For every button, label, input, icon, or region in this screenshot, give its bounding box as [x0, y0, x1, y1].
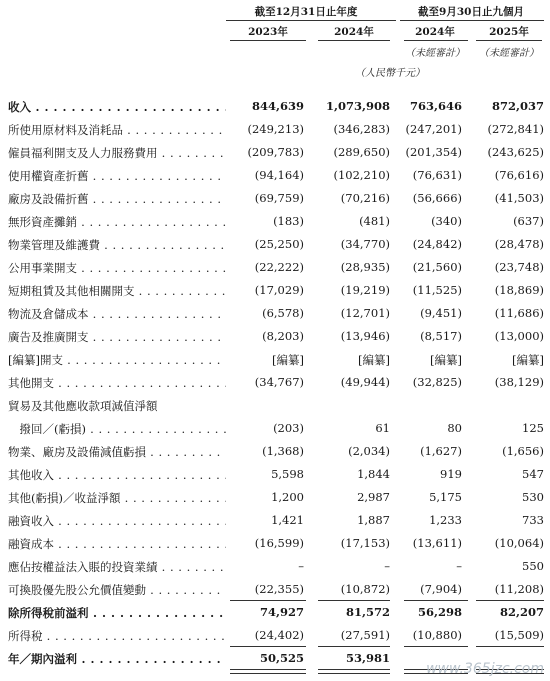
value-2024-nine: (10,880) [412, 628, 462, 642]
table-row [8, 375, 544, 395]
value-2024-nine: (8,517) [420, 329, 462, 343]
value-2023: (209,783) [247, 145, 304, 159]
value-2024: (289,650) [333, 145, 390, 159]
table-row [8, 306, 544, 326]
header-rule-col2 [318, 40, 390, 41]
value-2025-nine: (243,625) [487, 145, 544, 159]
table-row [8, 214, 544, 234]
value-2023: (22,355) [254, 582, 304, 596]
value-2025-nine: (13,000) [494, 329, 544, 343]
table-row [8, 237, 544, 257]
row-label: 收入 . . . [8, 99, 226, 115]
header-year-2024: 2024年 [334, 26, 374, 38]
header-unaudited-2025: （未經審計） [479, 48, 539, 59]
value-2023: (6,578) [262, 306, 304, 320]
table-row [8, 490, 544, 510]
table-row [8, 444, 544, 464]
table-row [8, 168, 544, 188]
value-2024-nine: (1,627) [420, 444, 462, 458]
value-2024-nine: [編纂] [430, 353, 462, 367]
value-2024: 2,987 [357, 490, 390, 504]
value-2023: 5,598 [271, 467, 304, 481]
value-2025-nine: (637) [513, 214, 544, 228]
value-2024: [編纂] [358, 353, 390, 367]
row-label: [編纂]開支 . . . [8, 352, 226, 368]
value-2024: 61 [375, 421, 390, 435]
row-label: 其他收入 . . . [8, 467, 226, 483]
value-2024-nine: (7,904) [420, 582, 462, 596]
value-2024: (2,034) [348, 444, 390, 458]
value-2024-nine: 763,646 [409, 99, 462, 113]
single-rule [318, 646, 390, 647]
value-2024: (13,946) [340, 329, 390, 343]
header-rule-col3 [404, 40, 468, 41]
value-2024: 53,981 [345, 651, 390, 665]
table-row [8, 329, 544, 349]
table-row [8, 398, 544, 418]
value-2023: 844,639 [251, 99, 304, 113]
header-rule-year [226, 20, 396, 21]
value-2024-nine: (21,560) [412, 260, 462, 274]
value-2025-nine: 550 [522, 559, 544, 573]
value-2025-nine: (11,208) [494, 582, 544, 596]
value-2024: (19,219) [340, 283, 390, 297]
value-2025-nine: 547 [522, 467, 544, 481]
value-2025-nine: (272,841) [487, 122, 544, 136]
value-2025-nine: (38,129) [494, 375, 544, 389]
value-2025-nine: (10,064) [494, 536, 544, 550]
row-label: 公用事業開支 . . . [8, 260, 226, 276]
value-2023: (1,368) [262, 444, 304, 458]
row-label: 物流及倉儲成本 . . . [8, 306, 226, 322]
single-rule [476, 600, 544, 601]
value-2023: (8,203) [262, 329, 304, 343]
value-2025-nine: 82,207 [499, 605, 544, 619]
value-2023: (34,767) [254, 375, 304, 389]
header-rule-col4 [476, 40, 542, 41]
value-2025-nine: 872,037 [491, 99, 544, 113]
value-2024: (10,872) [340, 582, 390, 596]
value-2025-nine: (23,748) [494, 260, 544, 274]
value-2023: (24,402) [254, 628, 304, 642]
value-2023: 1,421 [271, 513, 304, 527]
value-2024-nine: 5,175 [429, 490, 462, 504]
row-label: 融資成本 . . . [8, 536, 226, 552]
value-2024-nine: (76,631) [412, 168, 462, 182]
value-2024: (346,283) [333, 122, 390, 136]
value-2024: (49,944) [340, 375, 390, 389]
value-2025-nine: (28,478) [494, 237, 544, 251]
value-2024-nine: 919 [440, 467, 462, 481]
table-row [8, 283, 544, 303]
value-2024: (28,935) [340, 260, 390, 274]
table-row [8, 421, 544, 441]
value-2025-nine: 530 [522, 490, 544, 504]
value-2025-nine: (41,503) [494, 191, 544, 205]
value-2023: (249,213) [247, 122, 304, 136]
single-rule [404, 600, 468, 601]
value-2024: – [384, 559, 390, 573]
watermark: www.365jzc.com [426, 661, 544, 677]
value-2025-nine: (76,616) [494, 168, 544, 182]
value-2024-nine: (340) [431, 214, 462, 228]
value-2023: (22,222) [254, 260, 304, 274]
table-row [8, 467, 544, 487]
value-2023: [編纂] [272, 353, 304, 367]
value-2024: 1,844 [357, 467, 390, 481]
row-label: 廣告及推廣開支 . . . [8, 329, 226, 345]
value-2024: (27,591) [340, 628, 390, 642]
header-currency: （人民幣千元） [355, 68, 425, 79]
value-2024: (17,153) [340, 536, 390, 550]
value-2024-nine: 1,233 [429, 513, 462, 527]
value-2024: (102,210) [333, 168, 390, 182]
row-label: 撥回／(虧損) . . . [8, 421, 226, 437]
table-row [8, 536, 544, 556]
double-rule [318, 669, 390, 674]
table-row [8, 628, 544, 648]
value-2024: 81,572 [345, 605, 390, 619]
value-2025-nine: 125 [522, 421, 544, 435]
table-row [8, 122, 544, 142]
value-2023: 50,525 [259, 651, 304, 665]
value-2023: (25,250) [254, 237, 304, 251]
header-rule-nine [400, 20, 544, 21]
value-2023: 74,927 [259, 605, 304, 619]
table-row [8, 145, 544, 165]
value-2025-nine: (15,509) [494, 628, 544, 642]
value-2024-nine: (11,525) [412, 283, 462, 297]
row-label: 廠房及設備折舊 . . . [8, 191, 226, 207]
row-label: 使用權資產折舊 . . . [8, 168, 226, 184]
row-label: 應佔按權益法入賬的投資業績 . . . [8, 559, 226, 575]
table-row [8, 352, 544, 372]
value-2023: 1,200 [271, 490, 304, 504]
row-label: 短期租賃及其他相關開支 . . . [8, 283, 226, 299]
header-year-2023: 2023年 [248, 26, 288, 38]
value-2025-nine: (11,686) [494, 306, 544, 320]
value-2023: (16,599) [254, 536, 304, 550]
value-2024-nine: (56,666) [412, 191, 462, 205]
value-2025-nine: 733 [522, 513, 544, 527]
value-2024-nine: (32,825) [412, 375, 462, 389]
single-rule [318, 600, 390, 601]
value-2024: (34,770) [340, 237, 390, 251]
value-2025-nine: (1,656) [502, 444, 544, 458]
row-label: 除所得稅前溢利 . . . [8, 605, 226, 621]
value-2025-nine: (18,869) [494, 283, 544, 297]
value-2023: (69,759) [254, 191, 304, 205]
header-year-2024-nine: 2024年 [415, 26, 455, 38]
value-2024-nine: 80 [447, 421, 462, 435]
single-rule [476, 646, 544, 647]
value-2024-nine: – [456, 559, 462, 573]
table-row [8, 582, 544, 602]
header-group-year: 截至12月31日止年度 [254, 6, 358, 18]
row-label: 所使用原材料及消耗品 . . . [8, 122, 226, 138]
table-row [8, 605, 544, 625]
table-row [8, 99, 544, 119]
row-label: 無形資產攤銷 . . . [8, 214, 226, 230]
header-rule-col1 [230, 40, 306, 41]
value-2023: (17,029) [254, 283, 304, 297]
row-label: 融資收入 . . . [8, 513, 226, 529]
value-2023: (203) [273, 421, 304, 435]
value-2024-nine: (201,354) [405, 145, 462, 159]
header-unaudited-2024: （未經審計） [405, 48, 465, 59]
value-2024: (70,216) [340, 191, 390, 205]
table-row [8, 559, 544, 579]
header-group-nine: 截至9月30日止九個月 [418, 6, 524, 18]
value-2024-nine: (9,451) [420, 306, 462, 320]
row-label: 物業管理及維護費 . . . [8, 237, 226, 253]
header-year-2025-nine: 2025年 [489, 26, 529, 38]
row-label: 其他(虧損)／收益淨額 . . . [8, 490, 226, 506]
double-rule [230, 669, 306, 674]
value-2023: – [298, 559, 304, 573]
row-label: 所得稅 . . . [8, 628, 226, 644]
value-2024-nine: 56,298 [417, 605, 462, 619]
value-2023: (94,164) [254, 168, 304, 182]
value-2025-nine: [編纂] [512, 353, 544, 367]
table-row [8, 513, 544, 533]
value-2024-nine: (24,842) [412, 237, 462, 251]
single-rule [230, 600, 306, 601]
row-label: 貿易及其他應收款項減值淨額 [8, 399, 158, 413]
value-2024-nine: (247,201) [405, 122, 462, 136]
value-2024: 1,073,908 [325, 99, 390, 113]
value-2024-nine: (13,611) [412, 536, 462, 550]
table-row [8, 191, 544, 211]
row-label: 年／期內溢利 . . . [8, 651, 226, 667]
value-2024: (481) [359, 214, 390, 228]
row-label: 物業、廠房及設備減值虧損 . . . [8, 444, 226, 460]
table-row [8, 260, 544, 280]
single-rule [404, 646, 468, 647]
single-rule [230, 646, 306, 647]
row-label: 僱員福利開支及人力服務費用 . . . [8, 145, 226, 161]
value-2023: (183) [273, 214, 304, 228]
value-2024: 1,887 [357, 513, 390, 527]
row-label: 可換股優先股公允價值變動 . . . [8, 582, 226, 598]
value-2024: (12,701) [340, 306, 390, 320]
row-label: 其他開支 . . . [8, 375, 226, 391]
